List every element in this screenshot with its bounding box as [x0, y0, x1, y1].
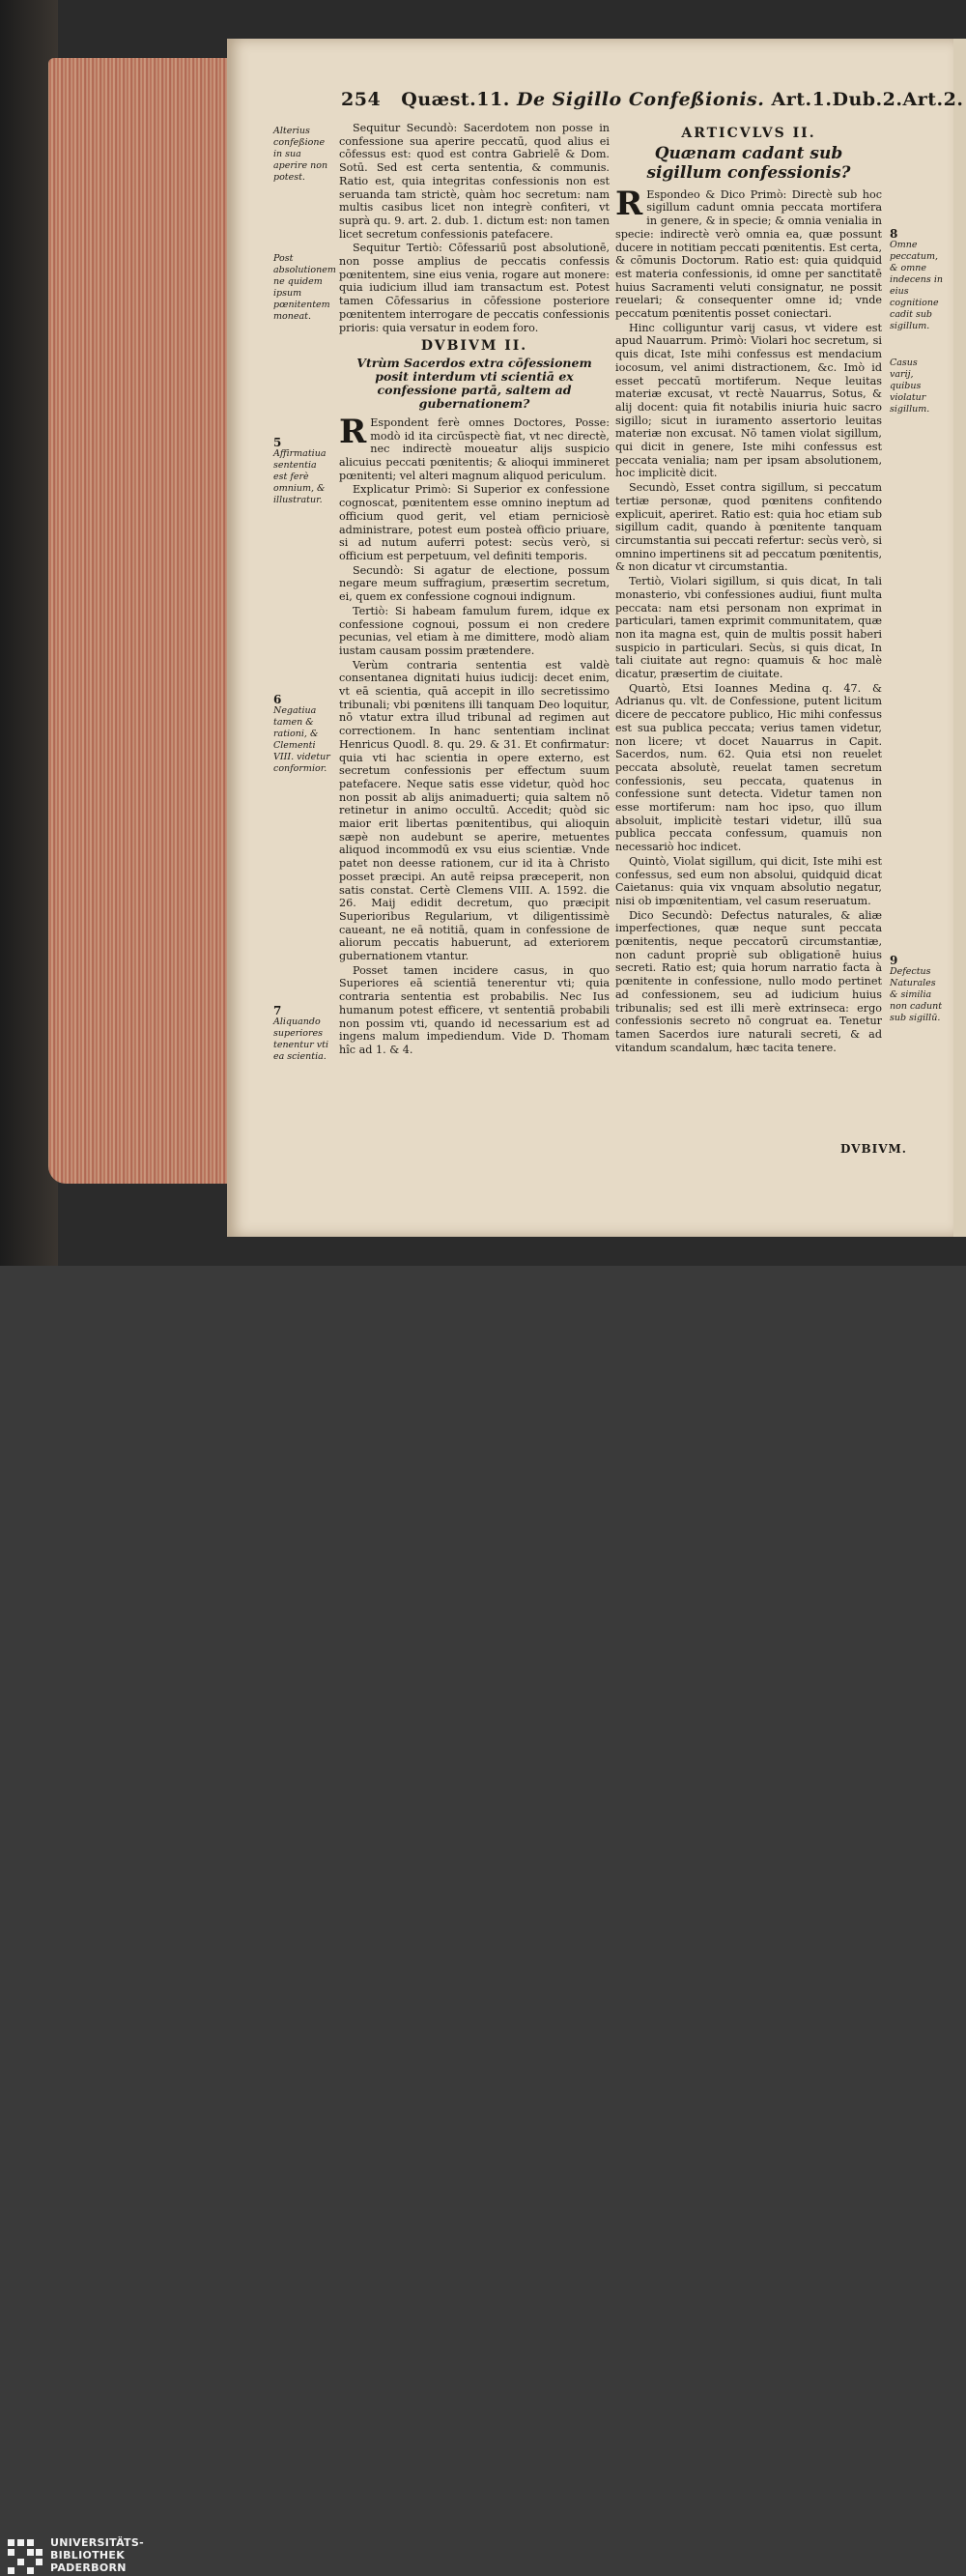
drop-cap: R — [615, 184, 643, 223]
paragraph: Explicatur Primò: Si Superior ex confessione cognoscat, pœnitentem esse omnino ineptum ad officium quod gerit, vel etiam perniciosè administrare, potest eum posteà officio priuare, si ad nutum auferri potest: secùs verò, si officium est perpetuum, vel definiti temporis. — [339, 483, 610, 562]
paragraph: Secundò: Si agatur de electione, possum negare meum suffragium, præsertim secretum, ei, quem ex confessione cognoui indignum. — [339, 563, 610, 604]
dubium-title: Vtrùm Sacerdos extra cōfessionem posit interdum vti scientiā ex confessione partā, saltem ad gubernationem? — [356, 355, 592, 411]
margin-note: 9 Defectus Naturales & similia non cadunt sub sigillū. — [890, 954, 943, 1023]
dubium-heading: DVBIVM II. — [420, 338, 528, 355]
page-number: 254 — [341, 89, 382, 110]
library-logo-icon — [6, 2537, 44, 2576]
paragraph: Verùm contraria sententia est valdè consentanea dignitati huius iudicij: decet enim, vt eā scientia, quā accepit in illo secretissimo tribunali; vbi pœnitens illi tanquam Deo loquitur, nō vtatur extra illud tribunal ad regimen aut correctionem. In hanc sententiam inclinat Henricus Quodl. 8. qu. 29. & 31. Et confirmatur: quia vti hac scientia in opere externo, est secretum confessionis per effectum suum patefacere. Neque satis esse videtur, quòd hoc non possit ab alijs animaduerti; quia saltem nō retinetur in animo occultū. Accedit; quòd sic maior erit libertas pœnitentibus, qui alioquin sæpè non audebunt se aperire, metuentes aliquod incommodū ex vsu eius scientiæ. Vnde patet non deesse rationem, cur id ita à Christo posset præcipi. An autē reipsa præceperit, non satis constat. Certè Clemens VIII. A. 1592. die 26. Maij edidit decretum, quo præcipit Superioribus Regularium, vt diligentissimè caueant, ne eā notitiā, quam in confessione de aliorum peccatis habuerunt, ad exteriorem gubernationem vtantur. — [339, 658, 610, 963]
margin-note: 5 Affirmatiua sententia est ferè omnium, & illustratur. — [273, 436, 327, 505]
paragraph: Quartò, Etsi Ioannes Medina q. 47. & Adrianus qu. vlt. de Confessione, putent licitum dicere de peccatore publico, Hic mihi confessus est sua publica peccata; verius tamen videtur, non licere; vt docet Nauarrus in Capit. Sacerdos, num. 62. Quia etsi non reuelet peccata absolutè, reuelat tamen secretum confessionis, seu peccata, quatenus in confessione sunt detecta. Videtur tamen non esse mortiferum: nam hoc ipso, quo illum absoluit, implicitè testari videtur, illū sua publica peccata confessum, quamuis non necessariò hoc indicet. — [615, 681, 882, 854]
left-column — [339, 122, 610, 1058]
paragraph: Posset tamen incidere casus, in quo Superiores eā scientiā tenerentur vti; quia contraria sententia est probabilis. Nec Ius humanum potest efficere, vt sententiā probabili non possim vti, quando id necessarium est ad ingens malum impediendum. Vide D. Thomam hîc ad 1. & 4. — [339, 963, 610, 1056]
paragraph: Tertiò: Si habeam famulum furem, idque ex confessione cognoui, possum ei non credere pecunias, vel etiam à me dimittere, modò aliam iustam causam possim prætendere. — [339, 604, 610, 657]
articulus-heading: ARTICVLVS II. — [681, 126, 816, 141]
paragraph: Sequitur Secundò: Sacerdotem non posse in confessione sua aperire peccatū, quod alius ei cōfessus est: quod est contra Gabrielē & Dom. Sotū. Sed est certa sententia, & communis. Ratio est, quia integritas confessionis non est seruanda tam strictè, quàm hoc secretum: nam multis casibus licet non integrè confiteri, vt suprà qu. 9. art. 2. dub. 1. dictum est: non tamen licet secretum confessionis patefacere. — [339, 122, 610, 241]
page-edges — [48, 58, 230, 1184]
paragraph: Quintò, Violat sigillum, qui dicit, Iste mihi est confessus, sed eum non absolui, quidquid dicat Caietanus: quia vix vnquam absolutio negatur, nisi ob impœnitentiam, vel casum reseruatum. — [615, 854, 882, 907]
header-title: De Sigillo Confeßionis. — [516, 89, 765, 110]
catchword: DVBIVM. — [839, 1142, 907, 1156]
margin-note: Alterius confeßione in sua aperire non potest. — [273, 126, 328, 183]
paragraph: R Espondeo & Dico Primò: Directè sub hoc sigillum cadunt omnia peccata mortifera in genere, & in specie; & omnia venialia in specie: indirectè verò omnia ea, quæ possunt ducere in notitiam peccati pœnitentis. Est certa, & cōmunis Doctorum. Ratio est: quia quidquid est materia confessionis, id omne per sanctitatē huius Sacramenti veluti consignatur, ne possit reuelari; & consequenter omne id; vnde peccatum pœnitentis posset coniectari. — [615, 184, 882, 321]
header-art: Art.1.Dub.2.Art.2. — [771, 89, 964, 110]
scan-background — [0, 0, 966, 1266]
paragraph: Hinc colliguntur varij casus, vt videre est apud Nauarrum. Primò: Violari hoc secretum, si quis dicat, Iste mihi confessus est mendacium iocosum, vel animi distractionem, &c. Imò id esset peccatū mortiferum. Neque leuitas materiæ excusat, vt rectè Nauarrus, Sotus, & alij docent: quia fit notabilis iniuria huic sacro sigillo; sicut in iuramento assertorio leuitas materiæ non excusat. Nō tamen violat sigillum, qui dicit in genere, Iste mihi confessus est peccata venialia; nam per ipsam absolutionem, hoc implicitè dicit. — [615, 321, 882, 480]
margin-note: 6 Negatiua tamen & rationi, & Clementi VIII. videtur conformior. — [273, 693, 330, 774]
paragraph: Secundò, Esset contra sigillum, si peccatum tertiæ personæ, quod pœnitens confitendo explicuit, aperiret. Ratio est: quia hoc etiam sub sigillum cadit, quando à pœnitente tanquam circumstantia sui peccati refertur: secùs verò, si omnino impertinens sit ad peccatum pœnitentis, & non dicatur vt circumstantia. — [615, 481, 882, 574]
book-page — [227, 39, 964, 1237]
right-column — [615, 122, 882, 1055]
paragraph: Sequitur Tertiò: Cōfessariū post absolutionē, non posse amplius de peccatis confessis pœnitentem, sine eius venia, rogare aut monere: quia iudicium illud iam transactum est. Potest tamen Cōfessarius in cōfessione posteriore pœnitentem interrogare de peccatis confessionis prioris: quia versatur in eodem foro. — [339, 242, 610, 334]
footer-bar — [0, 1266, 966, 2574]
articulus-title: Quænam cadant sub sigillum confessionis? — [646, 143, 851, 183]
paragraph: Tertiò, Violari sigillum, si quis dicat, In tali monasterio, vbi confessiones audiui, fiunt multa peccata: nam etsi personam non exprimat in particulari, tamen exprimit communitatem, quæ non ita magna est, quin de multis possit haberi suspicio in particulari. Secùs, si quis dicat, In tali ciuitate aut regno: quamuis & hoc malè dicatur, præsertim de ciuitate. — [615, 575, 882, 681]
paragraph: Dico Secundò: Defectus naturales, & aliæ imperfectiones, quæ neque sunt peccata pœnitentis, neque peccatorū circumstantiæ, non cadunt propriè sub obligationē huius secreti. Ratio est; quia horum narratio facta à pœnitente in confessione, nullo modo pertinet ad confessionem, seu ad iudicium huius tribunalis; sed est illi merè extrinseca: ergo confessionis secreto nō congruat ea. Tenetur tamen Sacerdos iure naturali secreti, & ad vitandum scandalum, hæc tacita tenere. — [615, 908, 882, 1054]
drop-cap: R — [339, 412, 367, 451]
paragraph: R Espondent ferè omnes Doctores, Posse: modò id ita circūspectè fiat, vt nec directè, nec indirectè moueatur alijs suspicio alicuius peccati pœnitentis; & alioqui immineret pœnitenti; vel alteri magnum aliquod periculum. — [339, 412, 610, 482]
header-quaest: Quæst.11. — [401, 89, 510, 110]
margin-note: Post absolutionem ne quidem ipsum pœnitentem moneat. — [273, 253, 336, 322]
margin-note: Casus varij, quibus violatur sigillum. — [890, 358, 930, 415]
margin-note: 7 Aliquando superiores tenentur vti ea scientia. — [273, 1004, 329, 1062]
running-header — [341, 89, 963, 110]
library-name: UNIVERSITÄTS- BIBLIOTHEK PADERBORN — [50, 2536, 144, 2574]
margin-note: 8 Omne peccatum, & omne indecens in eius cognitione cadit sub sigillum. — [890, 227, 943, 331]
